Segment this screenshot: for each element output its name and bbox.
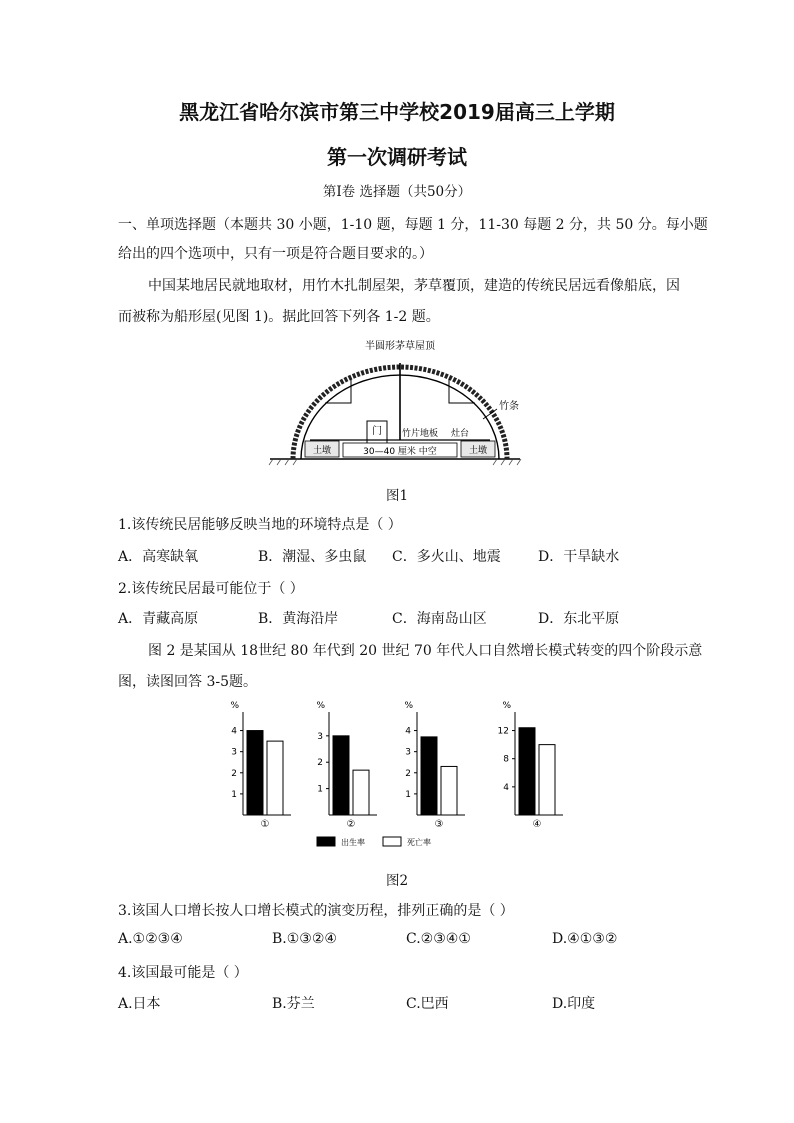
label-door: 门 xyxy=(372,426,382,437)
chart-4-tick-label: 8 xyxy=(503,754,509,765)
legend-death-label: 死亡率 xyxy=(407,838,431,847)
chart-4-unit-label: % xyxy=(502,701,511,711)
label-roof: 半圆形茅草屋顶 xyxy=(365,341,435,352)
question-3-option-b: B.①③②④ xyxy=(272,931,337,947)
question-4-option-b: B.芬兰 xyxy=(272,996,315,1012)
question-1-option-a: A．高寒缺氧 xyxy=(118,549,199,565)
passage-1-line-1: 中国某地居民就地取材，用竹木扎制屋架，茅草覆顶，建造的传统民居远看像船底，因 xyxy=(148,278,680,294)
legend-birth-label: 出生率 xyxy=(341,838,365,847)
chart-2-tick-label: 2 xyxy=(317,758,323,769)
question-4-option-c: C.巴西 xyxy=(406,996,449,1012)
chart-1-tick-label: 4 xyxy=(231,726,237,737)
question-1-option-c: C．多火山、地震 xyxy=(392,549,501,565)
label-bamboo: 竹条 xyxy=(499,401,519,412)
question-3-option-d: D.④①③② xyxy=(552,931,618,947)
question-1-option-d: D．干旱缺水 xyxy=(538,549,620,565)
chart-4-birth-bar xyxy=(519,728,535,815)
chart-2-label: ② xyxy=(346,819,356,830)
question-4-option-d: D.印度 xyxy=(552,996,596,1012)
chart-1-death-bar xyxy=(267,741,283,815)
label-stove: 灶台 xyxy=(451,429,470,439)
chart-3-tick-label: 2 xyxy=(405,768,411,779)
chart-2-death-bar xyxy=(353,770,369,815)
chart-1-label: ① xyxy=(260,819,270,830)
figure-1-caption: 图1 xyxy=(385,488,409,504)
figure-1-diagram xyxy=(265,335,525,470)
chart-3-tick-label: 4 xyxy=(405,726,411,737)
section-header: 第Ⅰ卷 选择题（共50分） xyxy=(322,184,472,200)
question-4-stem: 4.该国最可能是（ ） xyxy=(118,965,248,981)
chart-1-unit-label: % xyxy=(230,701,239,711)
chart-3-unit-label: % xyxy=(404,701,413,711)
question-3-option-a: A.①②③④ xyxy=(118,931,183,947)
question-4-option-a: A.日本 xyxy=(118,996,161,1012)
label-mound-left: 土墩 xyxy=(312,446,332,456)
question-2-option-a: A．青藏高原 xyxy=(118,611,199,627)
chart-3-tick-label: 1 xyxy=(405,789,411,800)
label-mound-right: 土墩 xyxy=(468,446,488,456)
passage-2-line-1: 图 2 是某国从 18世纪 80 年代到 20 世纪 70 年代人口自然增长模式转变的四个阶段示意 xyxy=(148,643,703,659)
chart-4-death-bar xyxy=(539,745,555,815)
label-floor: 竹片地板 xyxy=(402,429,439,439)
chart-2-tick-label: 3 xyxy=(317,731,323,742)
chart-1-tick-label: 3 xyxy=(231,747,237,758)
figure-2-caption: 图2 xyxy=(385,873,409,889)
instructions-line-2: 给出的四个选项中，只有一项是符合题目要求的。） xyxy=(118,246,433,262)
passage-2-line-2: 图，读图回答 3-5题。 xyxy=(118,674,257,690)
chart-4-tick-label: 4 xyxy=(503,782,509,793)
chart-3-tick-label: 3 xyxy=(405,747,411,758)
question-2-option-d: D．东北平原 xyxy=(538,611,620,627)
figure-2-charts xyxy=(225,700,575,855)
page-title: 黑龙江省哈尔滨市第三中学校2019届高三上学期 xyxy=(179,100,615,124)
chart-3-death-bar xyxy=(441,766,457,815)
chart-3-label: ③ xyxy=(434,819,444,830)
chart-1-tick-label: 1 xyxy=(231,789,237,800)
question-1-stem: 1.该传统民居能够反映当地的环境特点是（ ） xyxy=(118,517,402,533)
legend-death-swatch xyxy=(383,837,401,846)
chart-1-tick-label: 2 xyxy=(231,768,237,779)
chart-4-tick-label: 12 xyxy=(497,726,509,737)
label-gap: 30—40 厘米 中空 xyxy=(363,447,437,457)
question-1-option-b: B．潮湿、多虫鼠 xyxy=(258,549,367,565)
chart-3-birth-bar xyxy=(421,737,437,815)
chart-2-birth-bar xyxy=(333,736,349,815)
page-subtitle: 第一次调研考试 xyxy=(327,145,467,169)
chart-2-tick-label: 1 xyxy=(317,784,323,795)
chart-4-label: ④ xyxy=(532,819,542,830)
passage-1-line-2: 而被称为船形屋(见图 1)。据此回答下列各 1-2 题。 xyxy=(118,309,440,325)
legend-birth-swatch xyxy=(317,837,335,846)
question-2-stem: 2.该传统民居最可能位于（ ） xyxy=(118,581,304,597)
question-3-stem: 3.该国人口增长按人口增长模式的演变历程，排列正确的是（ ） xyxy=(118,903,514,919)
instructions-line-1: 一、单项选择题（本题共 30 小题，1-10 题，每题 1 分，11-30 每题 2 分，共 50 分。每小题 xyxy=(118,217,708,233)
chart-1-birth-bar xyxy=(247,731,263,815)
question-2-option-b: B．黄海沿岸 xyxy=(258,611,339,627)
chart-2-unit-label: % xyxy=(316,701,325,711)
question-3-option-c: C.②③④① xyxy=(406,931,471,947)
question-2-option-c: C．海南岛山区 xyxy=(392,611,487,627)
